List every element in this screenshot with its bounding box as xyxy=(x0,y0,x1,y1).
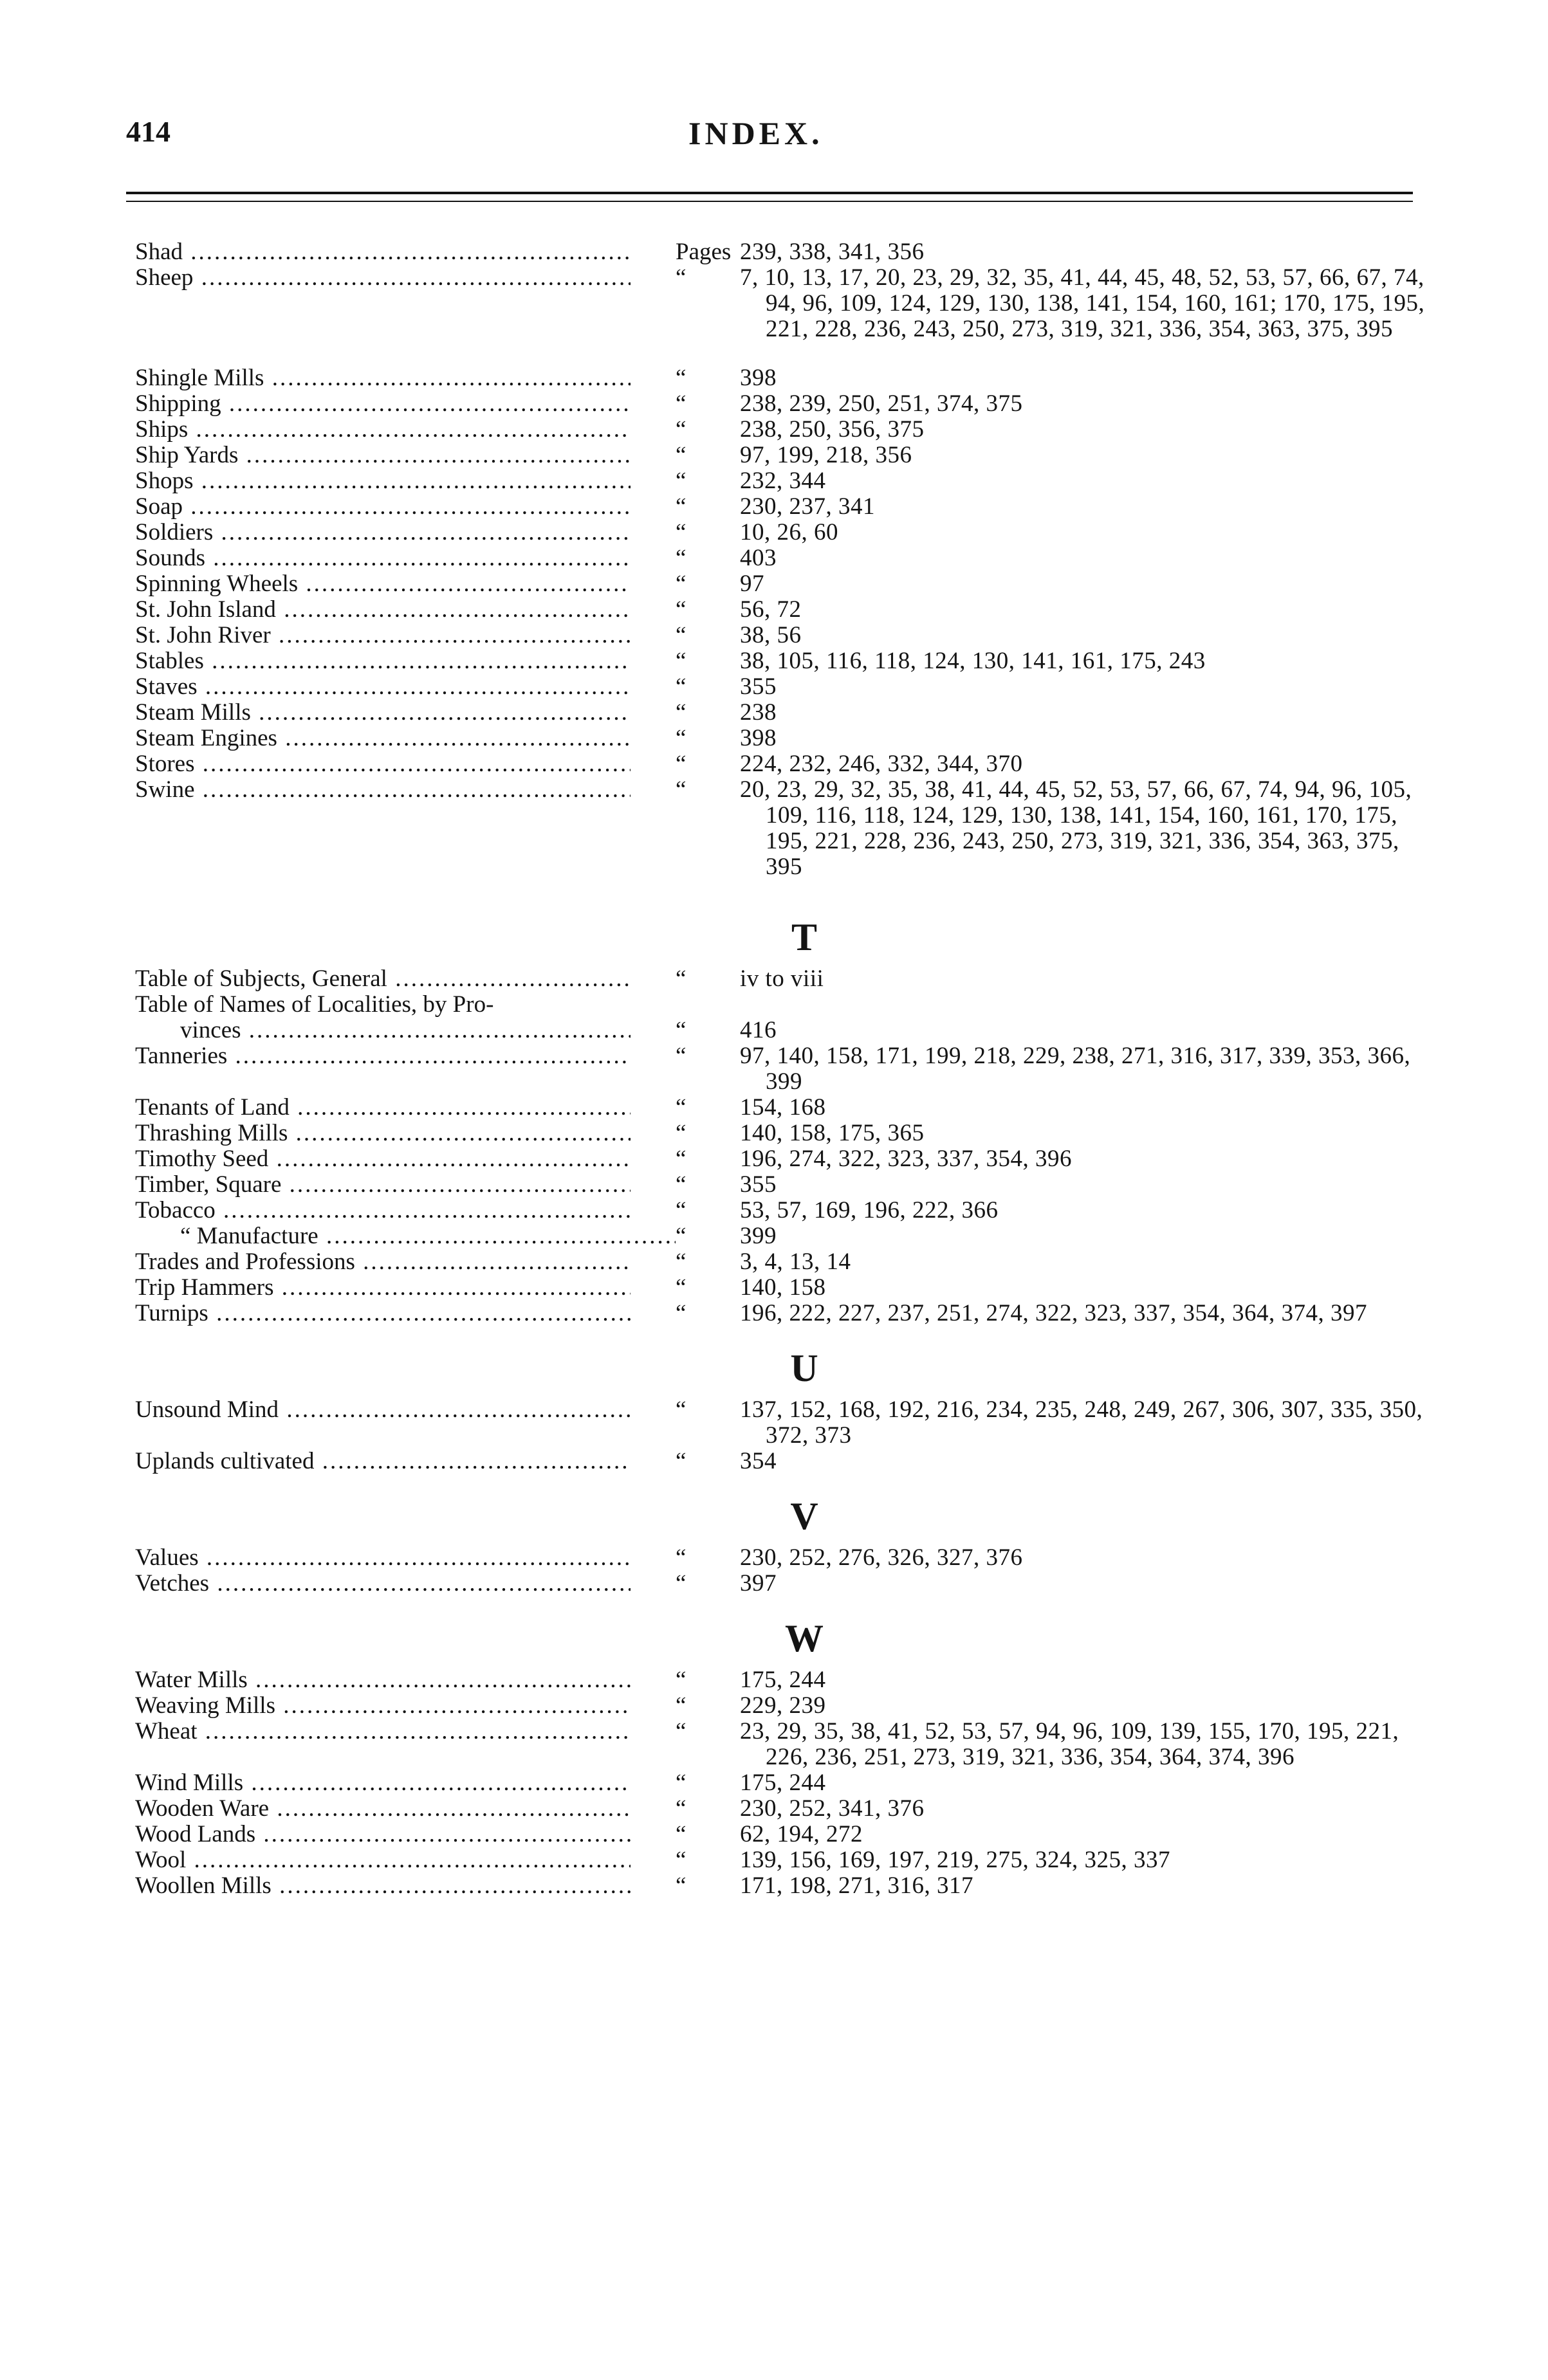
section-letter-w: W xyxy=(785,1617,824,1660)
entry-term: St. John Island ..... xyxy=(135,597,631,623)
entry-ditto-mark: “ xyxy=(676,1274,686,1301)
index-entry xyxy=(135,1822,1435,1847)
entry-ditto-mark: “ xyxy=(676,1223,686,1249)
entry-pages: 196, 222, 227, 237, 251, 274, 322, 323, 337, 354, 364, 374, 397 xyxy=(740,1300,1367,1326)
entry-term: Steam Mills ..... xyxy=(135,700,631,726)
index-entry xyxy=(135,648,1435,674)
entry-pages: 171, 198, 271, 316, 317 xyxy=(740,1872,973,1899)
entry-ditto-mark: Pages xyxy=(676,239,732,265)
entry-ditto-mark: “ xyxy=(676,442,686,468)
entry-term: Soldiers ..... xyxy=(135,520,631,545)
entry-ditto-mark: “ xyxy=(676,673,686,700)
entry-term: Values ..... xyxy=(135,1545,631,1571)
section-letter-u: U xyxy=(790,1347,818,1389)
entry-pages: 239, 338, 341, 356 xyxy=(740,239,925,265)
entry-term: Tobacco ..... xyxy=(135,1198,631,1223)
index-entry xyxy=(135,966,1435,992)
index-entry xyxy=(135,1667,1435,1693)
entry-term: “ Manufacture ..... xyxy=(135,1223,676,1249)
entry-pages: 229, 239 xyxy=(740,1692,826,1719)
entry-ditto-mark: “ xyxy=(676,622,686,648)
entry-pages: 399 xyxy=(740,1223,777,1249)
entry-pages: 97 xyxy=(740,571,764,597)
entry-term: Sounds ..... xyxy=(135,545,631,571)
index-entry xyxy=(135,265,1435,342)
index-entry xyxy=(135,1796,1435,1822)
entry-ditto-mark: “ xyxy=(676,699,686,726)
entry-ditto-mark: “ xyxy=(676,751,686,777)
index-entry xyxy=(135,1121,1435,1146)
entry-pages: 175, 244 xyxy=(740,1667,826,1693)
entry-ditto-mark: “ xyxy=(676,1795,686,1822)
index-entry xyxy=(135,1249,1435,1275)
entry-term: Wind Mills ..... xyxy=(135,1770,631,1796)
entry-term: Wool ..... xyxy=(135,1847,631,1873)
entry-term: Uplands cultivated ..... xyxy=(135,1449,631,1474)
entry-pages: 175, 244 xyxy=(740,1770,826,1796)
index-entry xyxy=(135,468,1435,494)
entry-ditto-mark: “ xyxy=(676,1821,686,1847)
entry-ditto-mark: “ xyxy=(676,416,686,443)
entry-term: Soap ..... xyxy=(135,494,631,520)
entry-term: Stables ..... xyxy=(135,648,631,674)
entry-pages: 38, 105, 116, 118, 124, 130, 141, 161, 175, 243 xyxy=(740,648,1206,674)
entry-pages: 238, 239, 250, 251, 374, 375 xyxy=(740,390,1023,417)
entry-term: Swine ..... xyxy=(135,777,631,803)
index-entry xyxy=(135,726,1435,751)
index-entry xyxy=(135,391,1435,417)
header-rule xyxy=(126,192,1413,194)
entry-ditto-mark: “ xyxy=(676,365,686,391)
entry-ditto-mark: “ xyxy=(676,545,686,571)
entry-pages: 62, 194, 272 xyxy=(740,1821,863,1847)
entry-pages: 56, 72 xyxy=(740,596,802,623)
entry-term: Timothy Seed ..... xyxy=(135,1146,631,1172)
index-entry xyxy=(135,751,1435,777)
index-entry xyxy=(135,1571,1435,1597)
index-entry xyxy=(135,992,1435,1043)
entry-pages: 403 xyxy=(740,545,777,571)
entry-ditto-mark: “ xyxy=(676,1043,686,1069)
entry-pages: iv to viii xyxy=(740,966,824,992)
entry-pages: 38, 56 xyxy=(740,622,802,648)
entry-pages: 224, 232, 246, 332, 344, 370 xyxy=(740,751,1023,777)
entry-pages: 7, 10, 13, 17, 20, 23, 29, 32, 35, 41, 44, 45, 48, 52, 53, 57, 66, 67, 74, 94, 96, 109, 124, 129, 130, 138, 141, 154, 160, 161; 170, 175, 195, 221, 228, 236, 243, 250, 273, 319, 321, 336, 354, 363, 375, 395 xyxy=(740,264,1425,342)
entry-pages: 230, 252, 276, 326, 327, 376 xyxy=(740,1544,1023,1571)
entry-ditto-mark: “ xyxy=(676,1544,686,1571)
entry-ditto-mark: “ xyxy=(676,519,686,545)
page-header xyxy=(0,114,1548,153)
entry-pages: 139, 156, 169, 197, 219, 275, 324, 325, 337 xyxy=(740,1847,1170,1873)
entry-ditto-mark: “ xyxy=(676,1847,686,1873)
index-entry xyxy=(135,1693,1435,1719)
entry-ditto-mark: “ xyxy=(676,1667,686,1693)
entry-ditto-mark: “ xyxy=(676,1692,686,1719)
index-entry xyxy=(135,417,1435,443)
entry-pages: 196, 274, 322, 323, 337, 354, 396 xyxy=(740,1146,1072,1172)
entry-ditto-mark: “ xyxy=(676,1300,686,1326)
entry-ditto-mark: “ xyxy=(676,648,686,674)
entry-pages: 416 xyxy=(740,1017,777,1043)
entry-ditto-mark: “ xyxy=(676,1249,686,1275)
entry-pages: 154, 168 xyxy=(740,1094,826,1121)
entry-term: Ship Yards ..... xyxy=(135,443,631,468)
entry-ditto-mark: “ xyxy=(676,1396,686,1423)
entry-term: Shops ..... xyxy=(135,468,631,494)
entry-term: Ships ..... xyxy=(135,417,631,443)
entry-term: Shad ..... xyxy=(135,239,631,265)
entry-pages: 398 xyxy=(740,725,777,751)
index-entry xyxy=(135,1043,1435,1095)
entry-pages: 140, 158 xyxy=(740,1274,826,1301)
entry-term: Unsound Mind ..... xyxy=(135,1397,631,1423)
index-list xyxy=(135,239,1435,1899)
entry-pages: 354 xyxy=(740,1448,777,1474)
entry-term: Spinning Wheels ..... xyxy=(135,571,631,597)
entry-ditto-mark: “ xyxy=(676,725,686,751)
entry-ditto-mark: “ xyxy=(676,1120,686,1146)
entry-ditto-mark: “ xyxy=(676,1718,686,1744)
entry-term: Shipping ..... xyxy=(135,391,631,417)
entry-pages: 238 xyxy=(740,699,777,726)
entry-pages: 20, 23, 29, 32, 35, 38, 41, 44, 45, 52, 53, 57, 66, 67, 74, 94, 96, 105, 109, 116, 118, 124, 129, 130, 138, 141, 154, 160, 161, 170, 175, 195, 221, 228, 236, 243, 250, 273, 319, 321, 336, 354, 363, 375, 395 xyxy=(740,776,1412,880)
entry-pages: 97, 140, 158, 171, 199, 218, 229, 238, 271, 316, 317, 339, 353, 366, 399 xyxy=(740,1043,1411,1095)
entry-ditto-mark: “ xyxy=(676,468,686,494)
entry-pages: 355 xyxy=(740,673,777,700)
entry-pages: 397 xyxy=(740,1570,777,1597)
index-entry xyxy=(135,443,1435,468)
entry-ditto-mark: “ xyxy=(676,776,686,803)
index-entry xyxy=(135,1223,1435,1249)
entry-term: Weaving Mills ..... xyxy=(135,1693,631,1719)
entry-term: St. John River ..... xyxy=(135,623,631,648)
index-entry xyxy=(135,365,1435,391)
index-entry xyxy=(135,777,1435,880)
entry-pages: 230, 237, 341 xyxy=(740,493,875,520)
entry-pages: 230, 252, 341, 376 xyxy=(740,1795,925,1822)
entry-term: Table of Subjects, General ..... xyxy=(135,966,631,992)
entry-pages: 355 xyxy=(740,1171,777,1198)
entry-ditto-mark: “ xyxy=(676,1171,686,1198)
entry-ditto-mark: “ xyxy=(676,1570,686,1597)
entry-term: Trip Hammers ..... xyxy=(135,1275,631,1301)
index-entry xyxy=(135,1095,1435,1121)
section-letter-v: V xyxy=(790,1495,818,1537)
entry-pages: 23, 29, 35, 38, 41, 52, 53, 57, 94, 96, 109, 139, 155, 170, 195, 221, 226, 236, 251, 273, 319, 321, 336, 354, 364, 374, 396 xyxy=(740,1718,1399,1770)
entry-term: Turnips ..... xyxy=(135,1301,631,1326)
index-entry xyxy=(135,1275,1435,1301)
entry-ditto-mark: “ xyxy=(676,1197,686,1223)
entry-ditto-mark: “ xyxy=(676,1017,686,1043)
entry-pages: 238, 250, 356, 375 xyxy=(740,416,925,443)
entry-ditto-mark: “ xyxy=(676,1146,686,1172)
entry-term: Timber, Square ..... xyxy=(135,1172,631,1198)
index-entry xyxy=(135,1770,1435,1796)
entry-pages: 53, 57, 169, 196, 222, 366 xyxy=(740,1197,999,1223)
entry-term: Wood Lands ..... xyxy=(135,1822,631,1847)
entry-term: Table of Names of Localities, by Pro- vinces ..... xyxy=(135,992,631,1043)
page-title: INDEX. xyxy=(688,115,824,151)
index-entry xyxy=(135,571,1435,597)
entry-term: Shingle Mills ..... xyxy=(135,365,631,391)
entry-term: Tanneries ..... xyxy=(135,1043,631,1069)
entry-ditto-mark: “ xyxy=(676,1872,686,1899)
entry-ditto-mark: “ xyxy=(676,493,686,520)
entry-ditto-mark: “ xyxy=(676,1770,686,1796)
index-entry xyxy=(135,1397,1435,1449)
entry-term: Thrashing Mills ..... xyxy=(135,1121,631,1146)
index-entry xyxy=(135,597,1435,623)
entry-term: Vetches ..... xyxy=(135,1571,631,1597)
entry-pages: 232, 344 xyxy=(740,468,826,494)
index-entry xyxy=(135,1146,1435,1172)
entry-pages: 137, 152, 168, 192, 216, 234, 235, 248, 249, 267, 306, 307, 335, 350, 372, 373 xyxy=(740,1396,1423,1449)
index-entry xyxy=(135,1545,1435,1571)
entry-term: Sheep ..... xyxy=(135,265,631,291)
entry-term: Wooden Ware ..... xyxy=(135,1796,631,1822)
entry-ditto-mark: “ xyxy=(676,596,686,623)
entry-term: Steam Engines ..... xyxy=(135,726,631,751)
entry-term: Woollen Mills ..... xyxy=(135,1873,631,1899)
entry-term: Wheat ..... xyxy=(135,1719,631,1744)
index-entry xyxy=(135,674,1435,700)
entry-pages: 3, 4, 13, 14 xyxy=(740,1249,851,1275)
index-entry xyxy=(135,494,1435,520)
index-entry xyxy=(135,700,1435,726)
section-letter-t: T xyxy=(791,916,818,958)
entry-ditto-mark: “ xyxy=(676,264,686,291)
entry-pages: 398 xyxy=(740,365,777,391)
index-entry xyxy=(135,1172,1435,1198)
entry-term: Water Mills ..... xyxy=(135,1667,631,1693)
index-entry xyxy=(135,1301,1435,1326)
entry-term: Staves ..... xyxy=(135,674,631,700)
entry-ditto-mark: “ xyxy=(676,390,686,417)
header-rule-thin xyxy=(126,201,1413,202)
entry-ditto-mark: “ xyxy=(676,966,686,992)
entry-ditto-mark: “ xyxy=(676,1094,686,1121)
index-entry xyxy=(135,1873,1435,1899)
index-entry xyxy=(135,1198,1435,1223)
entry-pages: 97, 199, 218, 356 xyxy=(740,442,912,468)
index-entry xyxy=(135,520,1435,545)
entry-pages: 10, 26, 60 xyxy=(740,519,838,545)
index-entry xyxy=(135,1719,1435,1770)
entry-term: Tenants of Land ..... xyxy=(135,1095,631,1121)
entry-ditto-mark: “ xyxy=(676,571,686,597)
index-entry xyxy=(135,1449,1435,1474)
entry-ditto-mark: “ xyxy=(676,1448,686,1474)
page-number: 414 xyxy=(126,115,170,148)
index-entry xyxy=(135,545,1435,571)
index-entry xyxy=(135,623,1435,648)
index-entry xyxy=(135,239,1435,265)
index-entry xyxy=(135,1847,1435,1873)
entry-term: Trades and Professions ..... xyxy=(135,1249,631,1275)
entry-pages: 140, 158, 175, 365 xyxy=(740,1120,925,1146)
entry-term: Stores ..... xyxy=(135,751,631,777)
